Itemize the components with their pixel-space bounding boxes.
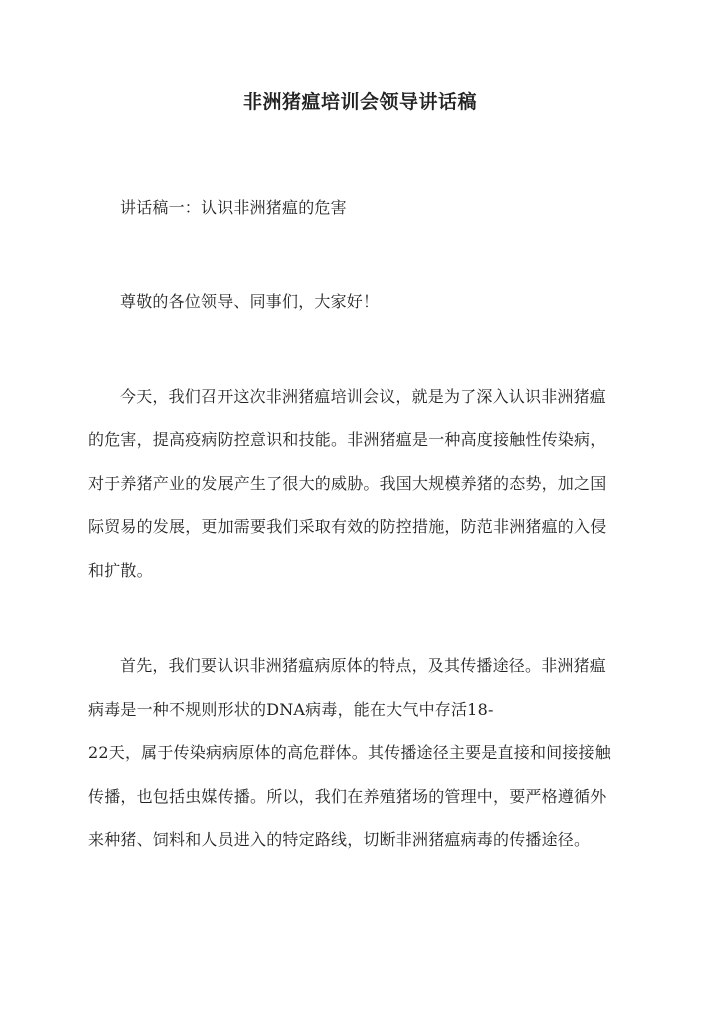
paragraph-1-line-1: 今天，我们召开这次非洲猪瘟培训会议，就是为了深入认识非洲猪瘟 [120, 387, 607, 406]
document-title: 非洲猪瘟培训会领导讲话稿 [242, 91, 477, 113]
paragraph-1-line-5: 和扩散。 [88, 561, 153, 580]
paragraph-2-line-4: 传播，也包括虫媒传播。所以，我们在养殖猪场的管理中，要严格遵循外 [88, 787, 607, 806]
paragraph-1-line-2: 的危害，提高疫病防控意识和技能。非洲猪瘟是一种高度接触性传染病， [88, 430, 607, 449]
paragraph-1-line-3: 对于养猪产业的发展产生了很大的威胁。我国大规模养猪的态势，加之国 [88, 474, 607, 493]
section-heading: 讲话稿一：认识非洲猪瘟的危害 [120, 198, 347, 217]
greeting-line: 尊敬的各位领导、同事们，大家好！ [120, 292, 380, 311]
paragraph-2-line-1: 首先，我们要认识非洲猪瘟病原体的特点，及其传播途径。非洲猪瘟 [120, 656, 607, 675]
paragraph-2-line-2: 病毒是一种不规则形状的DNA病毒，能在大气中存活18- [88, 700, 494, 719]
paragraph-2-line-5: 来种猪、饲料和人员进入的特定路线，切断非洲猪瘟病毒的传播途径。 [88, 830, 591, 849]
paragraph-2-line-3: 22天，属于传染病病原体的高危群体。其传播途径主要是直接和间接接触 [88, 743, 611, 762]
paragraph-1-line-4: 际贸易的发展，更加需要我们采取有效的防控措施，防范非洲猪瘟的入侵 [88, 517, 607, 536]
